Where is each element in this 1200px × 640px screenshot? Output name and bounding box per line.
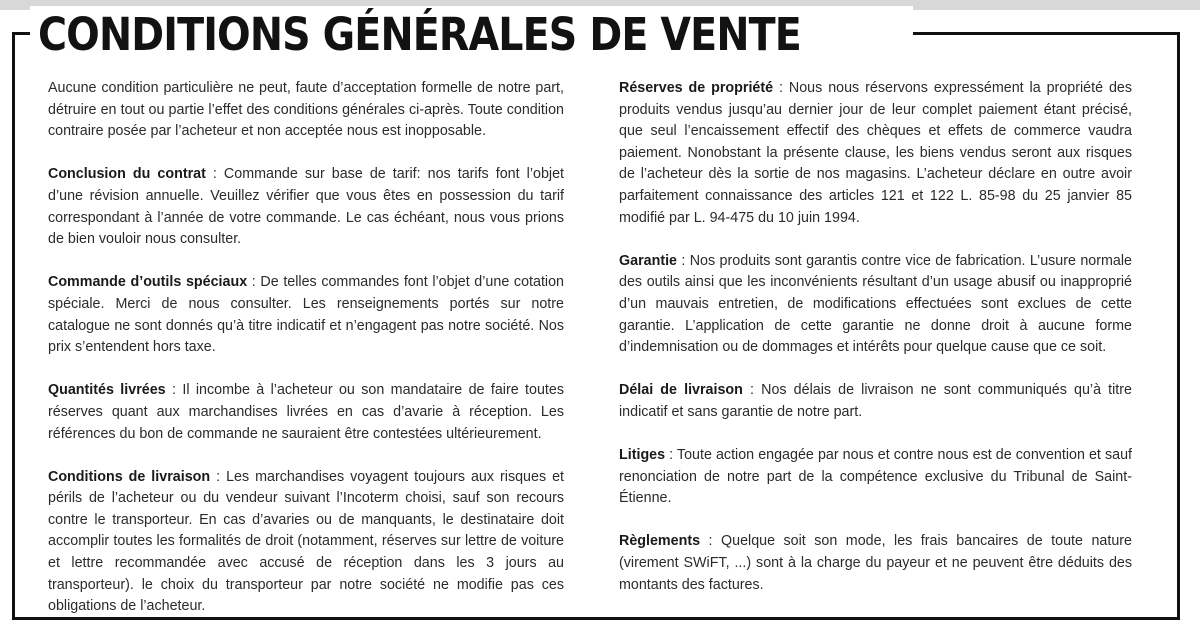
clause-text: : Les marchandises voyagent toujours aux risques et périls de l’acheteur ou du vendeur suivant l’Incoterm choisi, sauf son recours contre le transporteur. En cas d’avaries ou de manquants, le destinataire doit accomplir toutes les formalités de droit (notamment, réserves sur lettre de voiture et lettre recommandée avec accusé de réception dans les 3 jours au transporteur). le choix du transporteur par notre société ne modifie pas ces obligations de l’acheteur. — [48, 468, 565, 615]
clause-heading: Règlements — [619, 533, 701, 550]
clause-litiges — [619, 445, 1132, 510]
clause-delai-livraison — [619, 380, 1132, 423]
clause-garantie — [619, 251, 1132, 359]
clause-text: : Nous nous réservons expressément la propriété des produits vendus jusqu’au dernier jour de leur complet paiement étant précisé, que seul l’encaissement effectif des chèques et effets de commerce vaudra paiement. Nonobstant la présente clause, les biens vendus seront aux risques de l’acheteur dès la sortie de nos magasins. L’acheteur déclare en outre avoir parfaitement connaissance des articles 121 et 122 L. 85-98 du 25 janvier 85 modifié par L. 94-475 du 10 juin 1994. — [619, 80, 1132, 226]
clause-reserves-propriete — [619, 78, 1132, 229]
clause-conditions-livraison — [48, 467, 564, 618]
clause-outils-speciaux — [48, 272, 564, 358]
page-title: CONDITIONS GÉNÉRALES DE VENTE — [38, 7, 801, 61]
clause-heading: Garantie — [619, 252, 678, 269]
clause-conclusion-contrat — [48, 164, 564, 250]
clause-intro — [48, 78, 564, 143]
clause-heading: Quantités livrées — [48, 382, 166, 399]
clause-heading: Commande d’outils spéciaux — [48, 274, 248, 291]
clause-text: : Toute action engagée par nous et contre nous est de convention et sauf renonciation de notre part de la compétence exclusive du Tribunal de Saint-Étienne. — [619, 447, 1132, 507]
clause-text: : Il incombe à l’acheteur ou son mandataire de faire toutes réserves quant aux marchandises livrées en cas d’avarie à réception. Les références du bon de commande ne sauraient être contestées ultérieurement. — [48, 382, 564, 442]
clause-text: : Quelque soit son mode, les frais bancaires de toute nature (virement SWiFT, ...) sont à la charge du payeur et ne peuvent être déduits des montants des factures. — [619, 533, 1132, 593]
clause-text: : De telles commandes font l’objet d’une cotation spéciale. Merci de nous consulter. Les renseignements portés sur notre catalogue ne sont donnés qu’à titre indicatif et n’engagent pas notre société. Nos prix s’entendent hors taxe. — [48, 274, 564, 356]
clause-heading: Conditions de livraison — [48, 468, 211, 485]
clause-heading: Litiges — [619, 447, 666, 464]
clause-heading: Délai de livraison — [619, 382, 743, 399]
clause-heading: Réserves de propriété — [619, 80, 774, 96]
clause-intro-text: Aucune condition particulière ne peut, faute d’acceptation formelle de notre part, détruire en tout ou partie l’effet des conditions générales ci-après. Toute condition contraire posée par l’acheteur et non acceptée nous est inopposable. — [48, 80, 564, 140]
clause-text: : Commande sur base de tarif: nos tarifs font l’objet d’une révision annuelle. Veuillez vérifier que vous êtes en possession du tarif correspondant à l’année de votre commande. Le cas échéant, nous vous prions de bien vouloir nous consulter. — [48, 166, 564, 248]
clause-text: : Nos produits sont garantis contre vice de fabrication. L’usure normale des outils ainsi que les inconvénients résultant d’un usage abusif ou inapproprié d’un mauvais entretien, de modifications effectuées sont exclues de cette garantie. L’application de cette garantie ne donne droit à aucune forme d’indemnisation ou de dommages et intérêts pour quelque cause que ce soit. — [619, 252, 1132, 356]
clause-quantites-livrees — [48, 380, 564, 445]
clause-heading: Conclusion du contrat — [48, 166, 206, 183]
clause-reglements — [619, 531, 1132, 596]
right-column — [619, 78, 1132, 618]
title-wrap — [30, 6, 913, 62]
clause-text: : Nos délais de livraison ne sont communiqués qu’à titre indicatif et sans garantie de notre part. — [619, 382, 1132, 420]
left-column — [48, 78, 564, 639]
